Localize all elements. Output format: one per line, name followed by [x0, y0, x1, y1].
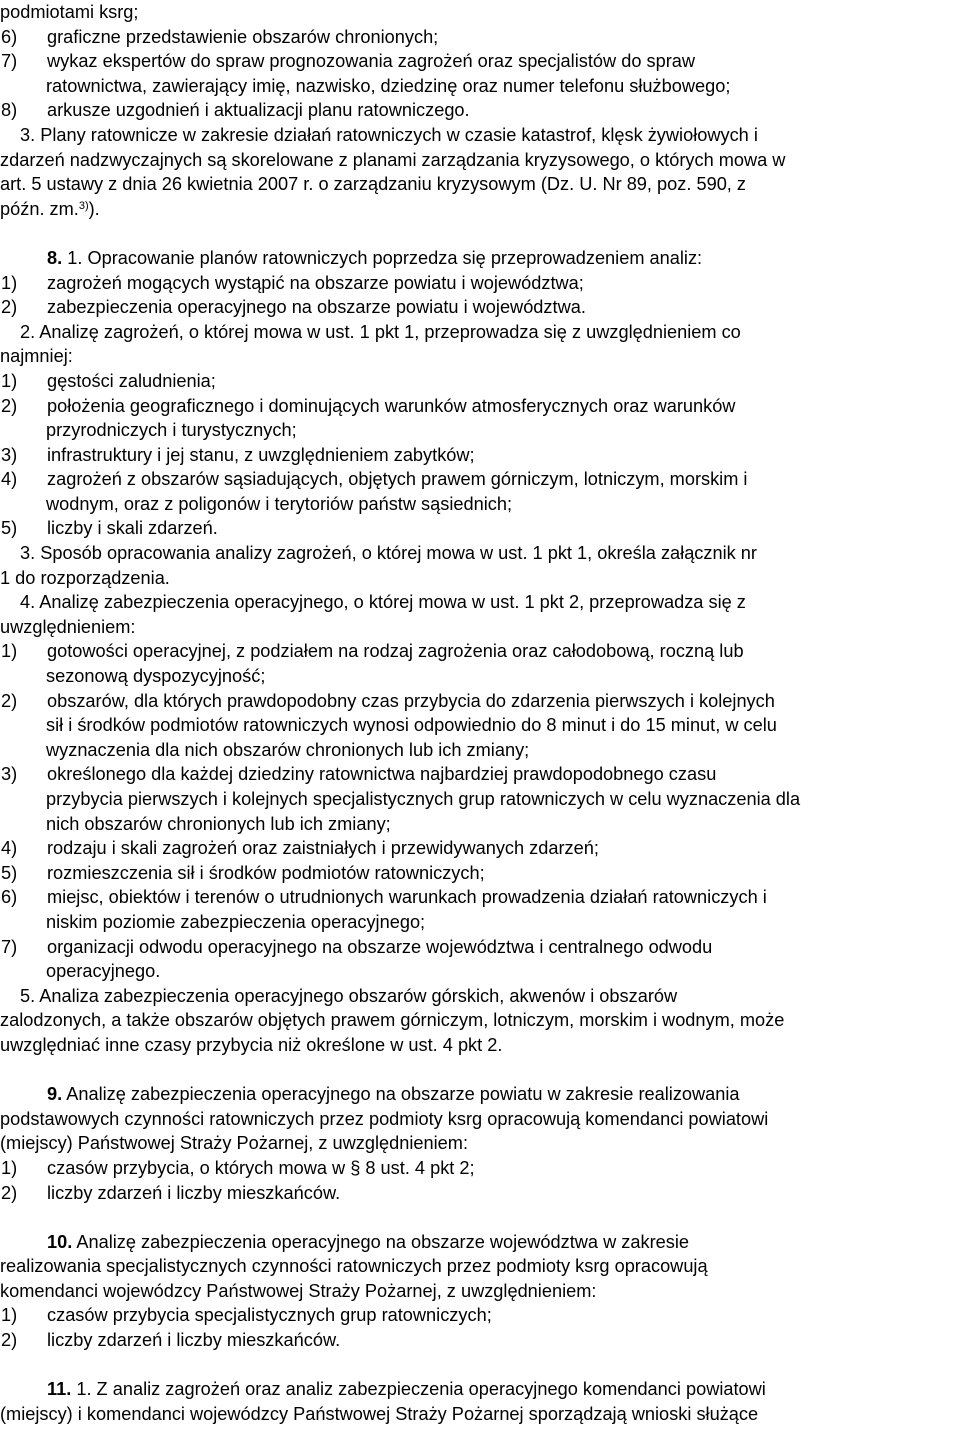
list-number: 1) [1, 272, 18, 293]
section-number: 8. [47, 247, 63, 268]
list-item [0, 885, 960, 910]
section-text: Analizę zabezpieczenia operacyjnego na obszarze powiatu w zakresie realizowania [62, 1084, 740, 1105]
list-text: określonego dla każdej dziedziny ratownictwa najbardziej prawdopodobnego czasu [47, 764, 717, 785]
paragraph-line: 2. Analizę zagrożeń, o której mowa w ust. 1 pkt 1, przeprowadza się z uwzględnieniem co [20, 321, 741, 342]
text-line: uwzględnieniem: [0, 616, 136, 637]
list-text: infrastruktury i jej stanu, z uwzględnieniem zabytków; [47, 444, 475, 465]
list-text: liczby zdarzeń i liczby mieszkańców. [47, 1182, 341, 1203]
blank-line [0, 1353, 960, 1378]
text-fragment: późn. zm. [0, 198, 79, 219]
footnote-reference: 3) [78, 199, 89, 212]
text-line: uwzględniać inne czasy przybycia niż określone w ust. 4 pkt 2. [0, 1034, 503, 1055]
list-number: 1) [1, 370, 18, 391]
paragraph-line: 4. Analizę zabezpieczenia operacyjnego, o której mowa w ust. 1 pkt 2, przeprowadza się z [20, 592, 746, 613]
list-text: miejsc, obiektów i terenów o utrudnionych warunkach prowadzenia działań ratowniczych i [47, 887, 767, 908]
section-number: 9. [47, 1084, 63, 1105]
list-number: 2) [1, 1182, 18, 1203]
text-line: podmiotami ksrg; [0, 2, 139, 22]
list-continuation: wodnym, oraz z poligonów i terytoriów państw sąsiednich; [46, 493, 513, 514]
text-line: komendanci wojewódzcy Państwowej Straży Pożarnej, z uwzględnieniem: [0, 1280, 597, 1301]
list-item [0, 1156, 960, 1181]
list-text: gotowości operacyjnej, z podziałem na rodzaj zagrożenia oraz całodobową, roczną lub [47, 641, 744, 662]
list-number: 2) [1, 1330, 18, 1351]
section-heading-line [0, 1082, 960, 1107]
list-number: 1) [1, 641, 18, 662]
list-text: zabezpieczenia operacyjnego na obszarze powiatu i województwa. [47, 297, 586, 318]
text-line: zalodzonych, a także obszarów objętych prawem górniczym, lotniczym, morskim i wodnym, może [0, 1010, 785, 1031]
text-line [0, 197, 960, 222]
text-line: podstawowych czynności ratowniczych przez podmioty ksrg opracowują komendanci powiatowi [0, 1108, 769, 1129]
list-item [0, 1328, 960, 1353]
section-text: Analizę zabezpieczenia operacyjnego na obszarze województwa w zakresie [72, 1231, 690, 1252]
list-number: 7) [1, 51, 18, 72]
list-number: 3) [1, 444, 18, 465]
list-continuation: niskim poziomie zabezpieczenia operacyjnego; [46, 911, 426, 932]
list-text: położenia geograficznego i dominujących warunków atmosferycznych oraz warunków [47, 395, 736, 416]
list-text: arkusze uzgodnień i aktualizacji planu ratowniczego. [47, 100, 470, 121]
list-number: 1) [1, 1305, 18, 1326]
list-item [0, 295, 960, 320]
list-item [0, 98, 960, 123]
blank-line [0, 1205, 960, 1230]
list-continuation: sezonową dyspozycyjność; [46, 666, 266, 687]
list-text: wykaz ekspertów do spraw prognozowania zagrożeń oraz specjalistów do spraw [47, 51, 696, 72]
text-line: 1 do rozporządzenia. [0, 567, 170, 588]
list-item [0, 639, 960, 664]
list-text: gęstości zaludnienia; [47, 370, 216, 391]
blank-line [0, 1058, 960, 1083]
section-text: 1. Z analiz zagrożeń oraz analiz zabezpieczenia operacyjnego komendanci powiatowi [71, 1379, 766, 1400]
list-number: 2) [1, 690, 18, 711]
list-text: zagrożeń z obszarów sąsiadujących, objętych prawem górniczym, lotniczym, morskim i [47, 469, 748, 490]
list-item [0, 25, 960, 50]
list-text: czasów przybycia, o których mowa w § 8 ust. 4 pkt 2; [47, 1157, 475, 1178]
list-number: 5) [1, 518, 18, 539]
list-item [0, 836, 960, 861]
list-text: organizacji odwodu operacyjnego na obszarze województwa i centralnego odwodu [47, 936, 713, 957]
list-text: czasów przybycia specjalistycznych grup ratowniczych; [47, 1305, 492, 1326]
list-item [0, 443, 960, 468]
list-text: rodzaju i skali zagrożeń oraz zaistniałych i przewidywanych zdarzeń; [47, 838, 599, 859]
text-line: najmniej: [0, 346, 73, 367]
list-item [0, 689, 960, 714]
blank-line [0, 221, 960, 246]
paragraph-line: 3. Sposób opracowania analizy zagrożeń, o której mowa w ust. 1 pkt 1, określa załącznik nr [20, 543, 757, 564]
list-text: graficzne przedstawienie obszarów chronionych; [47, 26, 439, 47]
list-number: 6) [1, 26, 18, 47]
list-text: liczby i skali zdarzeń. [47, 518, 218, 539]
list-text: zagrożeń mogących wystąpić na obszarze powiatu i województwa; [47, 272, 584, 293]
text-fragment: ). [88, 198, 100, 219]
list-item [0, 861, 960, 886]
list-text: liczby zdarzeń i liczby mieszkańców. [47, 1330, 341, 1351]
list-item [0, 467, 960, 492]
text-line: art. 5 ustawy z dnia 26 kwietnia 2007 r. o zarządzaniu kryzysowym (Dz. U. Nr 89, poz. 590, z [0, 174, 747, 195]
list-continuation: przybycia pierwszych i kolejnych specjalistycznych grup ratowniczych w celu wyznaczenia dla [46, 789, 801, 809]
list-number: 6) [1, 887, 18, 908]
section-heading-line [0, 246, 960, 271]
section-number: 10. [47, 1231, 73, 1252]
list-item [0, 935, 960, 960]
list-continuation: sił i środków podmiotów ratowniczych wynosi odpowiednio do 8 minut i do 15 minut, w celu [46, 715, 777, 736]
text-line: (miejscy) i komendanci wojewódzcy Państwowej Straży Pożarnej sporządzają wnioski służące [0, 1403, 759, 1424]
paragraph-line: 5. Analiza zabezpieczenia operacyjnego obszarów górskich, akwenów i obszarów [20, 985, 678, 1006]
list-continuation: wyznaczenia dla nich obszarów chronionych lub ich zmiany; [46, 739, 530, 760]
section-text: 1. Opracowanie planów ratowniczych poprzedza się przeprowadzeniem analiz: [62, 247, 703, 268]
list-text: obszarów, dla których prawdopodobny czas przybycia do zdarzenia pierwszych i kolejnych [47, 690, 775, 711]
text-line: realizowania specjalistycznych czynności ratowniczych przez podmioty ksrg opracowują [0, 1256, 708, 1277]
list-item [0, 271, 960, 296]
list-item [0, 516, 960, 541]
list-continuation: operacyjnego. [46, 961, 161, 982]
list-item [0, 394, 960, 419]
section-number: 11. [47, 1379, 72, 1400]
list-number: 2) [1, 297, 18, 318]
list-continuation: ratownictwa, zawierający imię, nazwisko, dziedzinę oraz numer telefonu służbowego; [46, 75, 731, 96]
list-number: 3) [1, 764, 18, 785]
list-number: 2) [1, 395, 18, 416]
list-text: rozmieszczenia sił i środków podmiotów ratowniczych; [47, 862, 485, 883]
list-number: 4) [1, 838, 18, 859]
list-continuation: nich obszarów chronionych lub ich zmiany; [46, 813, 391, 834]
list-item [0, 1303, 960, 1328]
list-item [0, 1181, 960, 1206]
list-number: 8) [1, 100, 18, 121]
list-item [0, 369, 960, 394]
section-heading-line [0, 1230, 960, 1255]
list-item [0, 49, 960, 74]
text-line: zdarzeń nadzwyczajnych są skorelowane z planami zarządzania kryzysowego, o których mowa w [0, 149, 786, 170]
paragraph-line: 3. Plany ratownicze w zakresie działań ratowniczych w czasie katastrof, klęsk żywiołowych i [20, 124, 758, 145]
list-number: 4) [1, 469, 18, 490]
section-heading-line [0, 1377, 960, 1402]
list-item [0, 762, 960, 787]
list-number: 1) [1, 1157, 18, 1178]
list-continuation: przyrodniczych i turystycznych; [46, 420, 297, 441]
list-number: 5) [1, 862, 18, 883]
text-line: (miejscy) Państwowej Straży Pożarnej, z uwzględnieniem: [0, 1133, 468, 1154]
list-number: 7) [1, 936, 18, 957]
